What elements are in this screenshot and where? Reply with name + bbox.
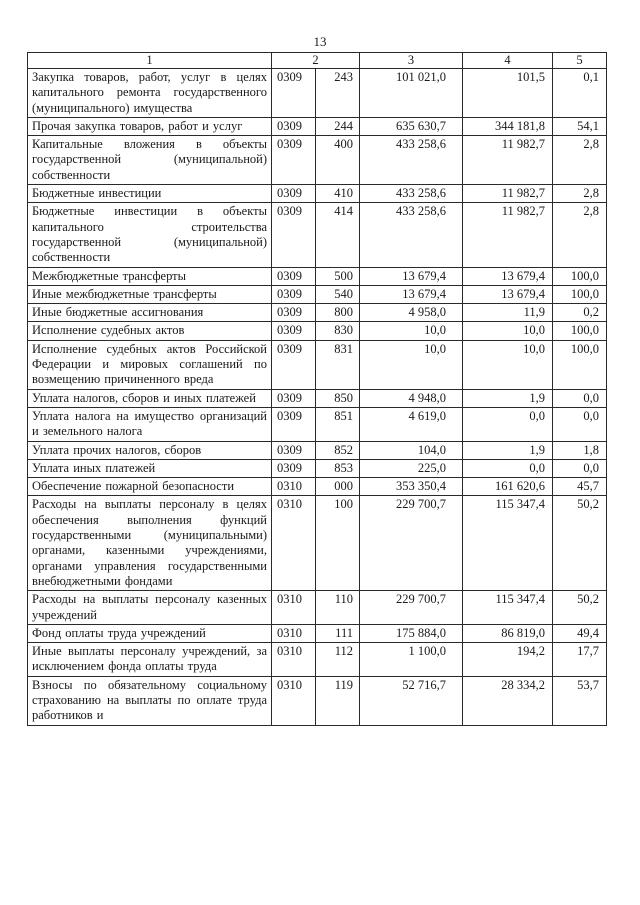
cell-col-3-value: 433 258,6 (360, 185, 463, 203)
cell-col-5-value: 0,0 (553, 407, 607, 441)
cell-col-4-value: 161 620,6 (463, 478, 553, 496)
cell-section-code: 0309 (272, 441, 316, 459)
cell-expense-type-code: 852 (316, 441, 360, 459)
cell-col-5-value: 100,0 (553, 267, 607, 285)
cell-col-3-value: 10,0 (360, 322, 463, 340)
table-row (28, 267, 607, 285)
table-row (28, 496, 607, 591)
cell-col-4-value: 194,2 (463, 643, 553, 677)
cell-name: Расходы на выплаты персоналу казенных учреждений (28, 591, 272, 625)
cell-name: Бюджетные инвестиции (28, 185, 272, 203)
cell-col-3-value: 104,0 (360, 441, 463, 459)
cell-name: Взносы по обязательному социальному страхованию на выплаты по оплате труда работников и (28, 676, 272, 725)
table-row (28, 591, 607, 625)
cell-section-code: 0309 (272, 185, 316, 203)
header-col-4: 4 (463, 53, 553, 69)
cell-expense-type-code: 100 (316, 496, 360, 591)
table-row (28, 117, 607, 135)
cell-col-5-value: 2,8 (553, 185, 607, 203)
cell-col-3-value: 1 100,0 (360, 643, 463, 677)
cell-section-code: 0309 (272, 459, 316, 477)
cell-section-code: 0310 (272, 643, 316, 677)
cell-expense-type-code: 850 (316, 389, 360, 407)
cell-section-code: 0309 (272, 285, 316, 303)
header-col-5: 5 (553, 53, 607, 69)
table-row (28, 304, 607, 322)
cell-expense-type-code: 414 (316, 203, 360, 267)
cell-expense-type-code: 110 (316, 591, 360, 625)
cell-expense-type-code: 800 (316, 304, 360, 322)
cell-col-3-value: 4 958,0 (360, 304, 463, 322)
cell-section-code: 0310 (272, 624, 316, 642)
cell-section-code: 0309 (272, 203, 316, 267)
cell-col-5-value: 0,1 (553, 69, 607, 118)
cell-col-4-value: 101,5 (463, 69, 553, 118)
cell-name: Капитальные вложения в объекты государственной (муниципальной) собственности (28, 136, 272, 185)
table-row (28, 203, 607, 267)
cell-col-4-value: 86 819,0 (463, 624, 553, 642)
cell-col-3-value: 13 679,4 (360, 285, 463, 303)
cell-col-5-value: 53,7 (553, 676, 607, 725)
cell-col-4-value: 10,0 (463, 340, 553, 389)
table-body (28, 69, 607, 726)
cell-col-5-value: 45,7 (553, 478, 607, 496)
cell-col-3-value: 4 619,0 (360, 407, 463, 441)
cell-col-5-value: 2,8 (553, 203, 607, 267)
cell-name: Уплата налога на имущество организаций и земельного налога (28, 407, 272, 441)
cell-col-4-value: 344 181,8 (463, 117, 553, 135)
cell-expense-type-code: 111 (316, 624, 360, 642)
table-row (28, 322, 607, 340)
cell-col-4-value: 11 982,7 (463, 136, 553, 185)
cell-section-code: 0310 (272, 496, 316, 591)
cell-name: Иные выплаты персоналу учреждений, за исключением фонда оплаты труда (28, 643, 272, 677)
cell-section-code: 0309 (272, 304, 316, 322)
cell-section-code: 0309 (272, 322, 316, 340)
cell-name: Исполнение судебных актов Российской Федерации и мировых соглашений по возмещению причиненного вреда (28, 340, 272, 389)
table-row (28, 676, 607, 725)
cell-col-3-value: 101 021,0 (360, 69, 463, 118)
cell-col-5-value: 100,0 (553, 285, 607, 303)
cell-col-5-value: 17,7 (553, 643, 607, 677)
cell-col-4-value: 11,9 (463, 304, 553, 322)
page-number: 13 (313, 34, 327, 49)
table-row (28, 407, 607, 441)
cell-col-4-value: 0,0 (463, 407, 553, 441)
cell-name: Иные межбюджетные трансферты (28, 285, 272, 303)
cell-name: Расходы на выплаты персоналу в целях обеспечения выполнения функций государственными (муниципальными) органами, казенными учреждениями, органами управления государственными внебюджетными фондами (28, 496, 272, 591)
cell-col-3-value: 175 884,0 (360, 624, 463, 642)
cell-name: Фонд оплаты труда учреждений (28, 624, 272, 642)
cell-section-code: 0309 (272, 69, 316, 118)
cell-col-5-value: 1,8 (553, 441, 607, 459)
cell-col-5-value: 2,8 (553, 136, 607, 185)
cell-expense-type-code: 540 (316, 285, 360, 303)
cell-col-4-value: 1,9 (463, 441, 553, 459)
header-col-3: 3 (360, 53, 463, 69)
cell-name: Бюджетные инвестиции в объекты капитального строительства государственной (муниципальной) собственности (28, 203, 272, 267)
cell-col-5-value: 49,4 (553, 624, 607, 642)
cell-section-code: 0309 (272, 389, 316, 407)
table-row (28, 441, 607, 459)
cell-col-4-value: 11 982,7 (463, 185, 553, 203)
cell-col-3-value: 4 948,0 (360, 389, 463, 407)
cell-expense-type-code: 243 (316, 69, 360, 118)
cell-col-5-value: 100,0 (553, 340, 607, 389)
cell-name: Иные бюджетные ассигнования (28, 304, 272, 322)
cell-expense-type-code: 000 (316, 478, 360, 496)
cell-name: Уплата налогов, сборов и иных платежей (28, 389, 272, 407)
table-row (28, 285, 607, 303)
cell-section-code: 0309 (272, 267, 316, 285)
cell-name: Прочая закупка товаров, работ и услуг (28, 117, 272, 135)
table-row (28, 340, 607, 389)
cell-col-4-value: 1,9 (463, 389, 553, 407)
cell-col-3-value: 353 350,4 (360, 478, 463, 496)
cell-col-4-value: 28 334,2 (463, 676, 553, 725)
cell-col-5-value: 0,0 (553, 459, 607, 477)
cell-expense-type-code: 500 (316, 267, 360, 285)
cell-expense-type-code: 410 (316, 185, 360, 203)
cell-expense-type-code: 831 (316, 340, 360, 389)
table-row (28, 459, 607, 477)
cell-expense-type-code: 400 (316, 136, 360, 185)
cell-col-3-value: 13 679,4 (360, 267, 463, 285)
table-header-row (28, 53, 607, 69)
cell-name: Исполнение судебных актов (28, 322, 272, 340)
cell-col-3-value: 10,0 (360, 340, 463, 389)
cell-name: Уплата иных платежей (28, 459, 272, 477)
cell-col-3-value: 52 716,7 (360, 676, 463, 725)
cell-col-5-value: 50,2 (553, 496, 607, 591)
cell-section-code: 0309 (272, 407, 316, 441)
cell-col-4-value: 11 982,7 (463, 203, 553, 267)
cell-expense-type-code: 830 (316, 322, 360, 340)
table-row (28, 136, 607, 185)
cell-section-code: 0310 (272, 478, 316, 496)
cell-name: Обеспечение пожарной безопасности (28, 478, 272, 496)
cell-expense-type-code: 853 (316, 459, 360, 477)
header-col-1: 1 (28, 53, 272, 69)
cell-col-4-value: 13 679,4 (463, 285, 553, 303)
table-row (28, 389, 607, 407)
cell-section-code: 0309 (272, 340, 316, 389)
budget-table (27, 52, 607, 726)
table-row (28, 624, 607, 642)
cell-col-3-value: 635 630,7 (360, 117, 463, 135)
cell-col-3-value: 225,0 (360, 459, 463, 477)
cell-col-4-value: 10,0 (463, 322, 553, 340)
cell-col-4-value: 115 347,4 (463, 591, 553, 625)
cell-expense-type-code: 119 (316, 676, 360, 725)
cell-col-4-value: 115 347,4 (463, 496, 553, 591)
cell-expense-type-code: 244 (316, 117, 360, 135)
cell-col-5-value: 0,0 (553, 389, 607, 407)
cell-col-3-value: 229 700,7 (360, 591, 463, 625)
table-row (28, 185, 607, 203)
table-row (28, 478, 607, 496)
cell-col-3-value: 229 700,7 (360, 496, 463, 591)
header-col-2: 2 (272, 53, 360, 69)
cell-col-5-value: 50,2 (553, 591, 607, 625)
cell-section-code: 0310 (272, 676, 316, 725)
cell-col-5-value: 54,1 (553, 117, 607, 135)
cell-section-code: 0309 (272, 117, 316, 135)
cell-section-code: 0310 (272, 591, 316, 625)
cell-col-3-value: 433 258,6 (360, 136, 463, 185)
cell-col-4-value: 0,0 (463, 459, 553, 477)
cell-col-5-value: 100,0 (553, 322, 607, 340)
cell-name: Межбюджетные трансферты (28, 267, 272, 285)
cell-expense-type-code: 112 (316, 643, 360, 677)
cell-col-3-value: 433 258,6 (360, 203, 463, 267)
cell-col-4-value: 13 679,4 (463, 267, 553, 285)
cell-col-5-value: 0,2 (553, 304, 607, 322)
table-row (28, 69, 607, 118)
cell-expense-type-code: 851 (316, 407, 360, 441)
cell-section-code: 0309 (272, 136, 316, 185)
cell-name: Закупка товаров, работ, услуг в целях капитального ремонта государственного (муниципального) имущества (28, 69, 272, 118)
table-row (28, 643, 607, 677)
cell-name: Уплата прочих налогов, сборов (28, 441, 272, 459)
